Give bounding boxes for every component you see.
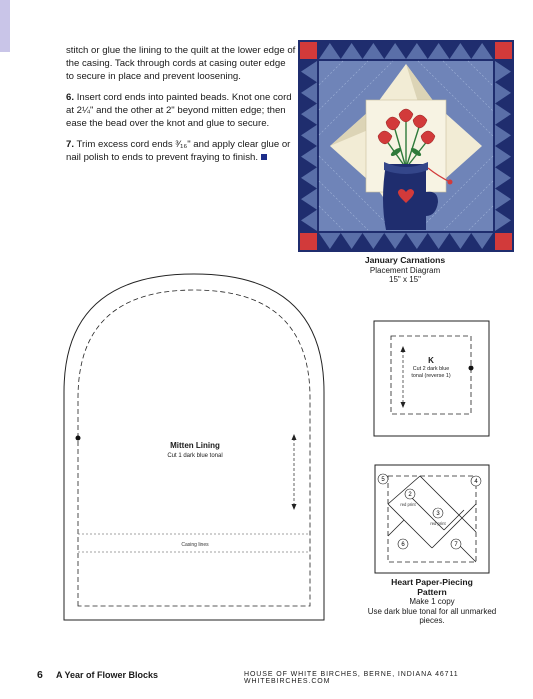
- heart-title-line2: Pattern: [417, 586, 447, 597]
- placement-dot: [76, 436, 81, 441]
- heart-paper-piecing: [374, 464, 490, 574]
- quilt-caption: [320, 256, 490, 285]
- casing-label: Casing lines: [181, 542, 209, 548]
- corner-square: [495, 233, 512, 250]
- step-7-number: 7.: [66, 139, 75, 150]
- mitten-lining-pattern: [62, 272, 328, 624]
- grainline-arrow-icon: [401, 346, 406, 408]
- placement-dot: [469, 366, 474, 371]
- step-6: [66, 91, 296, 130]
- page-footer: [0, 668, 533, 685]
- corner-square: [300, 233, 317, 250]
- corner-square: [300, 42, 317, 59]
- corner-square: [495, 42, 512, 59]
- instructions-text: [66, 44, 296, 172]
- step-6-number: 6.: [66, 92, 75, 103]
- mitten-lining-instruction: Cut 1 dark blue tonal: [167, 453, 223, 459]
- piece-number: 2: [408, 492, 412, 499]
- step-7-text: Trim excess cord ends ³⁄₁₆" and apply clear glue or nail polish to ends to prevent fraying to finish.: [66, 139, 291, 163]
- step-6-text: Insert cord ends into painted beads. Knot one cord at 2¼" and the other at 2" beyond mitten edge; then ease the bead over the knot and glue to secure.: [66, 92, 292, 129]
- heart-note1: Make 1 copy: [409, 597, 455, 606]
- publisher-line: HOUSE OF WHITE BIRCHES, BERNE, INDIANA 46711 WHITEBIRCHES.COM: [244, 671, 459, 685]
- template-k-instruction: Cut 2 dark blue tonal (reverse 1): [411, 366, 451, 379]
- heart-title-line1: Heart Paper-Piecing: [391, 577, 473, 587]
- heart-note2: Use dark blue tonal for all unmarked pieces.: [367, 606, 497, 625]
- piece-label: red print: [400, 502, 416, 507]
- step-7: [66, 138, 296, 164]
- piece-label: red print: [430, 521, 446, 526]
- continued-paragraph: stitch or glue the lining to the quilt at the lower edge of the casing. Tack through cords at casing outer edge to secure in place and prevent loosening.: [66, 45, 296, 82]
- template-k-instruction-box: [409, 366, 453, 396]
- book-title: A Year of Flower Blocks: [56, 670, 159, 680]
- heart-caption: [362, 578, 502, 626]
- bead: [448, 180, 453, 185]
- piecing-lines: [388, 476, 476, 562]
- quilt-subtitle: Placement Diagram: [369, 265, 441, 275]
- grainline-arrow-icon: [292, 434, 297, 510]
- template-k-letter: K: [428, 356, 434, 365]
- quilt-title: January Carnations: [364, 255, 446, 265]
- page-corner-tab: [0, 0, 10, 52]
- end-mark-icon: [261, 154, 267, 160]
- quilt-diagram: [298, 40, 514, 252]
- piece-number: 7: [454, 542, 458, 549]
- quilt-size: 15" x 15": [389, 275, 421, 284]
- page-number: 6: [37, 669, 43, 681]
- template-k: [373, 320, 490, 437]
- piece-number: 5: [381, 477, 385, 484]
- piece-number: 6: [401, 542, 405, 549]
- piece-number: 3: [436, 511, 440, 518]
- mitten-lining-title: Mitten Lining: [170, 441, 220, 450]
- piece-number: 4: [474, 479, 478, 486]
